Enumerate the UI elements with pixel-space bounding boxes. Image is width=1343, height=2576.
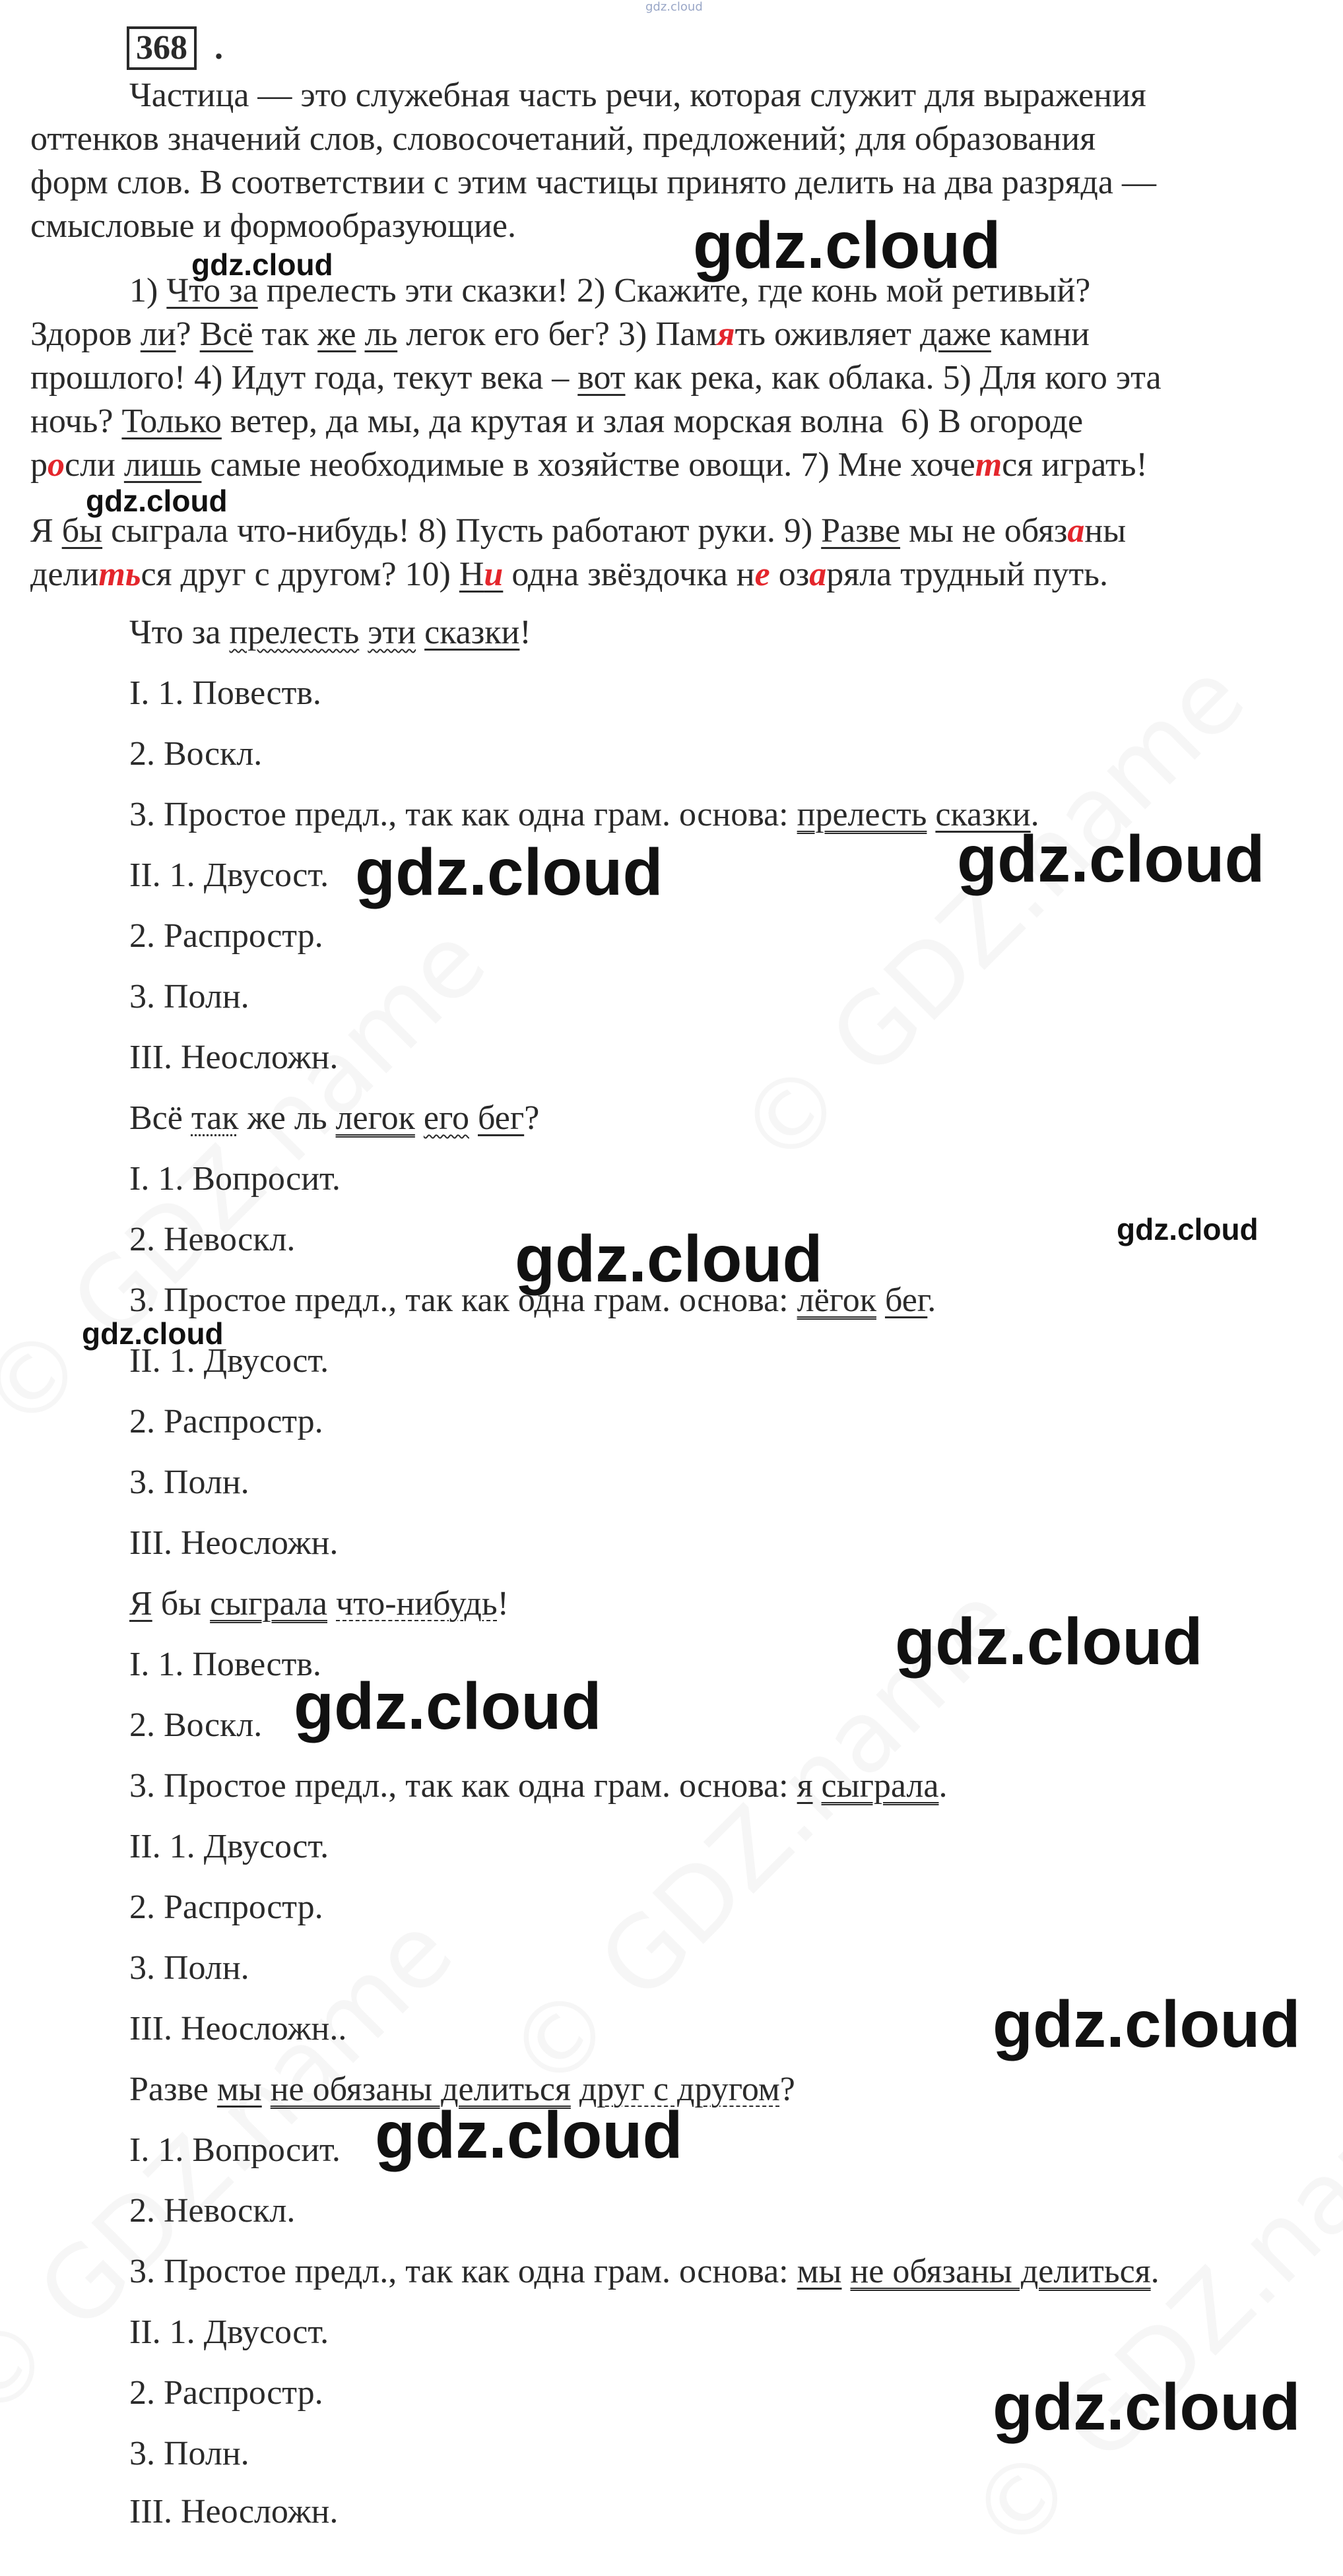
top-site-mark: gdz.cloud <box>645 0 703 14</box>
analysis-line: 2. Воскл. <box>129 735 263 773</box>
particle: Что за <box>166 272 258 309</box>
analysis-line: I. 1. Вопросит. <box>129 1160 341 1198</box>
analysis-sentence: Всё так же ль легок его бег? <box>129 1099 540 1137</box>
analysis-line: 3. Простое предл., так как одна грам. основа: я сыграла. <box>129 1767 948 1805</box>
analysis-line: 2. Невоскл. <box>129 2192 296 2230</box>
watermark: gdz.cloud <box>993 2370 1301 2444</box>
particle: даже <box>920 315 991 353</box>
watermark: gdz.cloud <box>515 1222 823 1296</box>
analysis-line: II. 1. Двусост. <box>129 856 329 894</box>
watermark: gdz.cloud <box>957 822 1265 896</box>
analysis-line: 3. Полн. <box>129 1949 249 1987</box>
intro-line: смысловые и формообразующие. <box>30 207 516 245</box>
particle: Только <box>121 402 222 440</box>
analysis-line: III. Неосложн. <box>129 1524 339 1562</box>
particle: ли <box>140 315 176 353</box>
particle: Ни <box>459 556 504 593</box>
analysis-line: 2. Распростр. <box>129 2374 323 2412</box>
exercise-number: 368 <box>127 26 197 70</box>
watermark: gdz.cloud <box>294 1669 602 1743</box>
analysis-line: 3. Полн. <box>129 1464 249 1501</box>
analysis-line: II. 1. Двусост. <box>129 2313 329 2351</box>
particle: лишь <box>123 446 202 484</box>
analysis-sentence: Разве мы не обязаны делиться друг с другом? <box>129 2071 795 2108</box>
example-line: росли лишь самые необходимые в хозяйстве овощи. 7) Мне хочется играть! <box>30 446 1148 484</box>
analysis-line: 3. Простое предл., так как одна грам. основа: прелесть сказки. <box>129 796 1039 833</box>
exercise-number-dot: . <box>214 29 223 67</box>
watermark: gdz.cloud <box>375 2098 683 2172</box>
example-line: Здоров ли? Всё так же ль легок его бег? 3) Память оживляет даже камни <box>30 315 1090 353</box>
background-watermark <box>948 2026 1343 2576</box>
analysis-line: III. Неосложн.. <box>129 2010 347 2047</box>
analysis-line: II. 1. Двусост. <box>129 1828 329 1865</box>
analysis-sentence: Что за прелесть эти сказки! <box>129 614 531 651</box>
analysis-line: 2. Распростр. <box>129 1403 323 1440</box>
analysis-line: III. Неосложн. <box>129 2493 339 2530</box>
watermark: gdz.cloud <box>1117 1212 1259 1246</box>
particle: вот <box>577 359 626 397</box>
analysis-line: I. 1. Вопросит. <box>129 2131 341 2169</box>
intro-line: Частица — это служебная часть речи, которая служит для выражения <box>129 77 1146 114</box>
analysis-line: 2. Распростр. <box>129 917 323 955</box>
analysis-line: 2. Воскл. <box>129 1706 263 1744</box>
watermark: gdz.cloud <box>693 209 1001 282</box>
particle: ль <box>364 315 398 353</box>
watermark: gdz.cloud <box>86 484 228 518</box>
watermark: gdz.cloud <box>191 247 333 282</box>
example-line: делиться друг с другом? 10) Ни одна звёздочка не озаряла трудный путь. <box>30 556 1108 593</box>
analysis-line: I. 1. Повеств. <box>129 674 321 712</box>
particle: бы <box>61 512 103 550</box>
analysis-line: I. 1. Повеств. <box>129 1646 321 1683</box>
example-line: Я бы сыграла что-нибудь! 8) Пусть работают руки. 9) Разве мы не обязаны <box>30 512 1127 550</box>
watermark: gdz.cloud <box>993 1987 1301 2061</box>
analysis-line: 2. Распростр. <box>129 1888 323 1926</box>
analysis-line: III. Неосложн. <box>129 1039 339 1076</box>
example-line: ночь? Только ветер, да мы, да крутая и злая морская волна 6) В огороде <box>30 402 1084 440</box>
particle: же <box>317 315 356 353</box>
particle: Всё <box>199 315 253 353</box>
analysis-line: 3. Простое предл., так как одна грам. основа: мы не обязаны делиться. <box>129 2253 1160 2290</box>
intro-line: оттенков значений слов, словосочетаний, предложений; для образования <box>30 120 1096 158</box>
background-watermark <box>717 640 1267 1190</box>
analysis-line: 3. Полн. <box>129 2435 249 2472</box>
watermark: gdz.cloud <box>355 835 663 909</box>
intro-line: форм слов. В соответствии с этим частицы принято делить на два разряда — <box>30 164 1156 201</box>
watermark: gdz.cloud <box>895 1605 1203 1679</box>
analysis-line: 3. Полн. <box>129 978 249 1015</box>
example-line: прошлого! 4) Идут года, текут века – вот как река, как облака. 5) Для кого эта <box>30 359 1162 397</box>
analysis-line: II. 1. Двусост. <box>129 1342 329 1380</box>
analysis-line: 3. Простое предл., так как одна грам. основа: лёгок бег. <box>129 1281 936 1319</box>
analysis-sentence: Я бы сыграла что-нибудь! <box>129 1585 509 1623</box>
analysis-line: 2. Невоскл. <box>129 1221 296 1258</box>
example-line: 1) Что за прелесть эти сказки! 2) Скажите, где конь мой ретивый? <box>129 272 1091 309</box>
particle: Разве <box>821 512 901 550</box>
watermark: gdz.cloud <box>82 1316 224 1351</box>
